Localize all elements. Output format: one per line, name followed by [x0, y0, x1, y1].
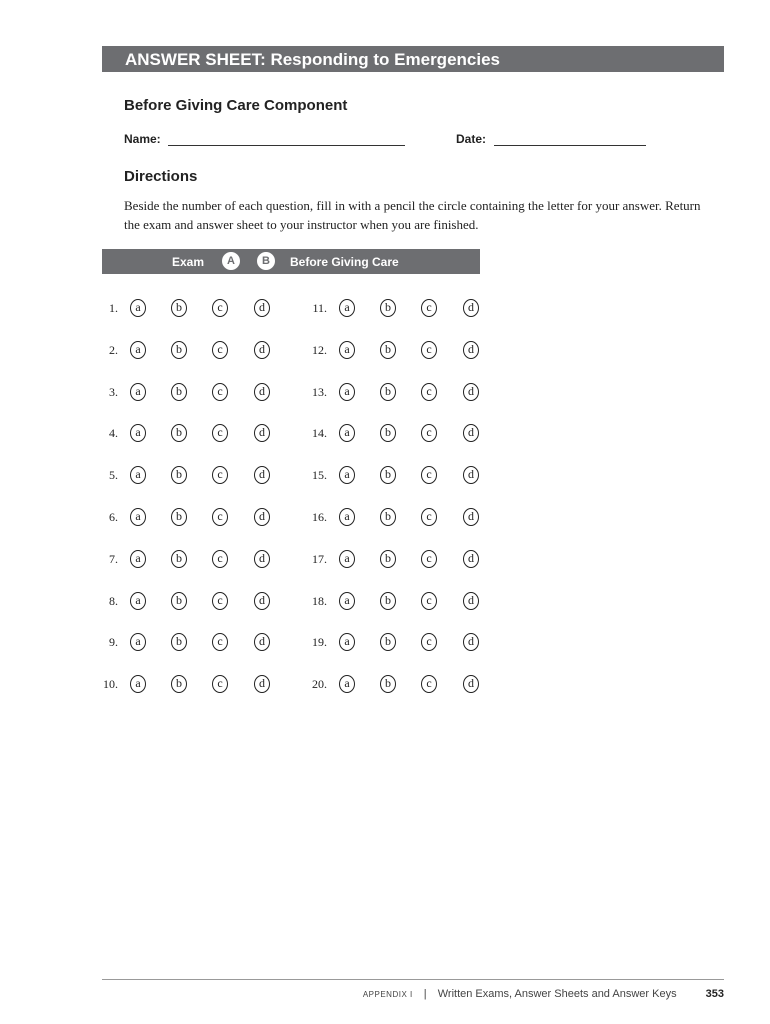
date-label: Date:: [456, 132, 487, 146]
question-number: 1.: [109, 301, 118, 315]
page-number: 353: [705, 988, 724, 1000]
answer-bubble-d[interactable]: d: [463, 341, 479, 359]
answer-bubble-c[interactable]: c: [212, 424, 228, 442]
question-number: 4.: [109, 426, 118, 441]
question-number: 13.: [312, 384, 327, 399]
answer-bubble-b[interactable]: b: [171, 299, 187, 317]
answer-bubble-b[interactable]: b: [380, 299, 396, 317]
answer-bubble-c[interactable]: c: [421, 341, 437, 359]
answer-bubble-c[interactable]: c: [212, 299, 228, 317]
answer-bubble-b[interactable]: b: [380, 466, 396, 484]
question-number: 3.: [109, 384, 118, 399]
answer-bubble-a[interactable]: a: [130, 341, 146, 359]
question-number: 6.: [109, 510, 118, 524]
answer-bubble-c[interactable]: c: [212, 675, 228, 693]
answer-bubble-b[interactable]: b: [171, 550, 187, 568]
question-number: 16.: [312, 510, 327, 524]
question-number: 10.: [103, 677, 118, 692]
question-number: 2.: [109, 342, 118, 357]
answer-bubble-b[interactable]: b: [171, 508, 187, 526]
answer-bubble-b[interactable]: b: [171, 633, 187, 651]
answer-bubble-a[interactable]: a: [339, 341, 355, 359]
answer-bubble-d[interactable]: d: [463, 299, 479, 317]
footer-appendix: APPENDIX I: [362, 990, 413, 999]
answer-bubble-a[interactable]: a: [130, 675, 146, 693]
question-number: 19.: [312, 635, 327, 650]
page-footer: [363, 988, 724, 1000]
answer-bubble-c[interactable]: c: [212, 383, 228, 401]
answer-bubble-a[interactable]: a: [130, 633, 146, 651]
answer-bubble-c[interactable]: c: [421, 299, 437, 317]
answer-bubble-d[interactable]: d: [254, 633, 270, 651]
answer-bubble-c[interactable]: c: [421, 675, 437, 693]
answer-bubble-c[interactable]: c: [421, 383, 437, 401]
answer-bubble-c[interactable]: c: [212, 633, 228, 651]
answer-bubble-a[interactable]: a: [339, 633, 355, 651]
answer-bubble-d[interactable]: d: [463, 383, 479, 401]
answer-bubble-b[interactable]: b: [171, 675, 187, 693]
answer-bubble-d[interactable]: d: [463, 633, 479, 651]
question-number: 11.: [312, 301, 327, 315]
answer-bubble-a[interactable]: a: [339, 592, 355, 610]
answer-bubble-b[interactable]: b: [380, 550, 396, 568]
answer-bubble-a[interactable]: a: [130, 299, 146, 317]
answer-bubble-d[interactable]: d: [254, 466, 270, 484]
section-subtitle: Before Giving Care Component: [124, 97, 348, 114]
question-number: 8.: [109, 593, 118, 608]
answer-bubble-c[interactable]: c: [212, 341, 228, 359]
answer-bubble-d[interactable]: d: [254, 508, 270, 526]
answer-bubble-a[interactable]: a: [130, 508, 146, 526]
directions-text: Beside the number of each question, fill in with a pencil the circle containing the letter for your answer. Return the exam and answer sheet to your instructor when you are finished.: [124, 198, 701, 232]
answer-bubble-d[interactable]: d: [254, 592, 270, 610]
question-number: 12.: [312, 342, 327, 357]
answer-bubble-b[interactable]: b: [380, 592, 396, 610]
answer-bubble-a[interactable]: a: [339, 466, 355, 484]
answer-bubble-b[interactable]: b: [171, 592, 187, 610]
answer-bubble-d[interactable]: d: [254, 299, 270, 317]
question-number: 7.: [109, 551, 118, 566]
question-number: 20.: [312, 677, 327, 692]
answer-bubble-a[interactable]: a: [130, 592, 146, 610]
answer-bubble-c[interactable]: c: [212, 550, 228, 568]
question-number: 18.: [312, 593, 327, 608]
component-label: Before Giving Care: [290, 255, 399, 269]
answer-bubble-a[interactable]: a: [130, 550, 146, 568]
footer-description: Written Exams, Answer Sheets and Answer Keys: [437, 988, 677, 1000]
answer-bubble-b[interactable]: b: [380, 675, 396, 693]
answer-bubble-d[interactable]: d: [463, 592, 479, 610]
page-title: ANSWER SHEET: Responding to Emergencies: [125, 50, 500, 69]
answer-bubble-c[interactable]: c: [421, 633, 437, 651]
answer-bubble-b[interactable]: b: [380, 341, 396, 359]
answer-bubble-d[interactable]: d: [463, 424, 479, 442]
exam-label: Exam: [172, 255, 205, 269]
answer-bubble-c[interactable]: c: [421, 550, 437, 568]
answer-bubble-b[interactable]: b: [380, 633, 396, 651]
answer-bubble-a[interactable]: a: [339, 299, 355, 317]
answer-bubble-c[interactable]: c: [421, 466, 437, 484]
directions-heading: Directions: [124, 168, 198, 185]
footer-separator: |: [423, 988, 427, 1000]
answer-bubble-d[interactable]: d: [254, 550, 270, 568]
answer-bubble-d[interactable]: d: [463, 508, 479, 526]
answer-bubble-d[interactable]: d: [463, 550, 479, 568]
question-number: 9.: [109, 635, 118, 650]
answer-bubble-a[interactable]: a: [339, 675, 355, 693]
answer-bubble-b[interactable]: b: [380, 424, 396, 442]
answer-bubble-b[interactable]: b: [380, 383, 396, 401]
answer-bubble-a[interactable]: a: [130, 424, 146, 442]
answer-bubble-d[interactable]: d: [254, 383, 270, 401]
answer-bubble-b[interactable]: b: [171, 341, 187, 359]
answer-bubble-a[interactable]: a: [130, 383, 146, 401]
answer-bubble-c[interactable]: c: [212, 592, 228, 610]
answer-bubble-b[interactable]: b: [380, 508, 396, 526]
question-number: 15.: [312, 468, 327, 483]
footer-divider: [102, 979, 724, 980]
answer-bubble-a[interactable]: a: [339, 424, 355, 442]
answer-bubble-c[interactable]: c: [421, 592, 437, 610]
answer-bubble-c[interactable]: c: [212, 508, 228, 526]
question-number: 17.: [312, 551, 327, 566]
answer-bubble-a[interactable]: a: [130, 466, 146, 484]
answer-bubble-c[interactable]: c: [212, 466, 228, 484]
answer-bubble-d[interactable]: d: [254, 341, 270, 359]
answer-bubble-a[interactable]: a: [339, 550, 355, 568]
exam-version-b[interactable]: B: [257, 252, 275, 270]
question-number: 14.: [312, 426, 327, 441]
answer-bubble-b[interactable]: b: [171, 466, 187, 484]
name-label: Name:: [124, 132, 161, 146]
answer-bubble-c[interactable]: c: [421, 424, 437, 442]
answer-bubble-a[interactable]: a: [339, 383, 355, 401]
answer-bubble-d[interactable]: d: [463, 675, 479, 693]
answer-bubble-d[interactable]: d: [254, 424, 270, 442]
answer-bubble-d[interactable]: d: [463, 466, 479, 484]
exam-version-a[interactable]: A: [222, 252, 240, 270]
question-number: 5.: [109, 468, 118, 483]
answer-bubble-c[interactable]: c: [421, 508, 437, 526]
answer-bubble-b[interactable]: b: [171, 424, 187, 442]
answer-bubble-a[interactable]: a: [339, 508, 355, 526]
answer-bubble-d[interactable]: d: [254, 675, 270, 693]
answer-bubble-b[interactable]: b: [171, 383, 187, 401]
